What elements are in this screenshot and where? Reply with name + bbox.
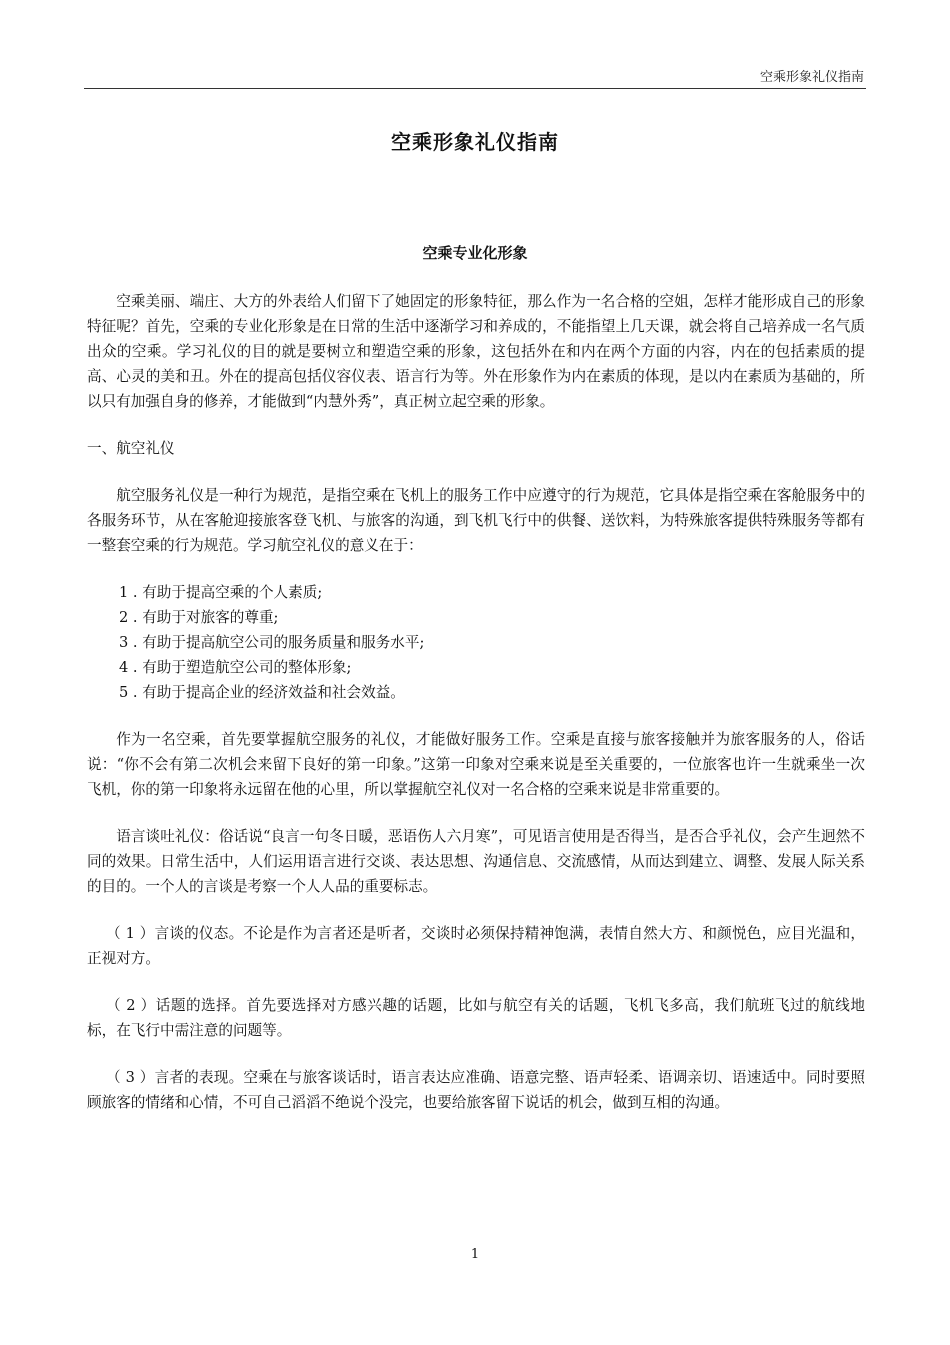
- running-header: 空乘形象礼仪指南: [759, 70, 864, 85]
- list-item: 3 . 有助于提高航空公司的服务质量和服务水平;: [119, 634, 425, 651]
- list-item: 4 . 有助于塑造航空公司的整体形象;: [119, 659, 352, 676]
- significance-list: [87, 580, 865, 705]
- intro-paragraph: 空乘美丽、端庄、大方的外表给人们留下了她固定的形象特征，那么作为一名合格的空姐，怎样才能形成自己的形象特征呢？首先，空乘的专业化形象是在日常的生活中逐渐学习和养成的，不能指望上几天课，就会将自己培养成一名气质出众的空乘。学习礼仪的目的就是要树立和塑造空乘的形象，这包括外在和内在两个方面的内容，内在的包括素质的提高、心灵的美和丑。外在的提高包括仪容仪表、语言行为等。外在形象作为内在素质的体现，是以内在素质为基础的，所以只有加强自身的修养，才能做到“内慧外秀”，真正树立起空乘的形象。: [87, 293, 865, 410]
- point-2-paragraph: （ 2 ）话题的选择。首先要选择对方感兴趣的话题，比如与航空有关的话题，飞机飞多高，我们航班飞过的航线地标，在飞行中需注意的问题等。: [87, 997, 865, 1039]
- list-item: 1 . 有助于提高空乘的个人素质;: [119, 584, 323, 601]
- document-title: 空乘形象礼仪指南: [391, 130, 559, 154]
- first-impression-paragraph: 作为一名空乘，首先要掌握航空服务的礼仪，才能做好服务工作。空乘是直接与旅客接触并为旅客服务的人，俗话说：“你不会有第二次机会来留下良好的第一印象。”这第一印象对空乘来说是至关重要的，一位旅客也许一生就乘坐一次飞机，你的第一印象将永远留在他的心里，所以掌握航空礼仪对一名合格的空乘来说是非常重要的。: [87, 731, 865, 798]
- speech-etiquette-paragraph: 语言谈吐礼仪：俗话说“良言一句冬日暖，恶语伤人六月寒”，可见语言使用是否得当，是否合乎礼仪，会产生迥然不同的效果。日常生活中，人们运用语言进行交谈、表达思想、沟通信息、交流感情，从而达到建立、调整、发展人际关系的目的。一个人的言谈是考察一个人人品的重要标志。: [87, 828, 865, 895]
- point-3-paragraph: （ 3 ）言者的表现。空乘在与旅客谈话时，语言表达应准确、语意完整、语声轻柔、语调亲切、语速适中。同时要照顾旅客的情绪和心情，不可自己滔滔不绝说个没完，也要给旅客留下说话的机会，做到互相的沟通。: [87, 1069, 865, 1111]
- point-1-paragraph: （ 1 ）言谈的仪态。不论是作为言者还是听者，交谈时必须保持精神饱满，表情自然大方、和颜悦色，应目光温和，正视对方。: [87, 925, 865, 967]
- section-title: 空乘专业化形象: [422, 244, 528, 262]
- document-body: [87, 289, 865, 1115]
- header-divider: [84, 88, 866, 89]
- aviation-paragraph: 航空服务礼仪是一种行为规范，是指空乘在飞机上的服务工作中应遵守的行为规范，它具体是指空乘在客舱服务中的各服务环节，从在客舱迎接旅客登飞机、与旅客的沟通，到飞机飞行中的供餐、送饮料，为特殊旅客提供特殊服务等都有一整套空乘的行为规范。学习航空礼仪的意义在于：: [87, 487, 865, 554]
- heading-aviation-etiquette: 一、航空礼仪: [87, 440, 175, 457]
- list-item: 2 . 有助于对旅客的尊重;: [119, 609, 279, 626]
- list-item: 5 . 有助于提高企业的经济效益和社会效益。: [119, 684, 405, 701]
- page-number: 1: [470, 1247, 480, 1262]
